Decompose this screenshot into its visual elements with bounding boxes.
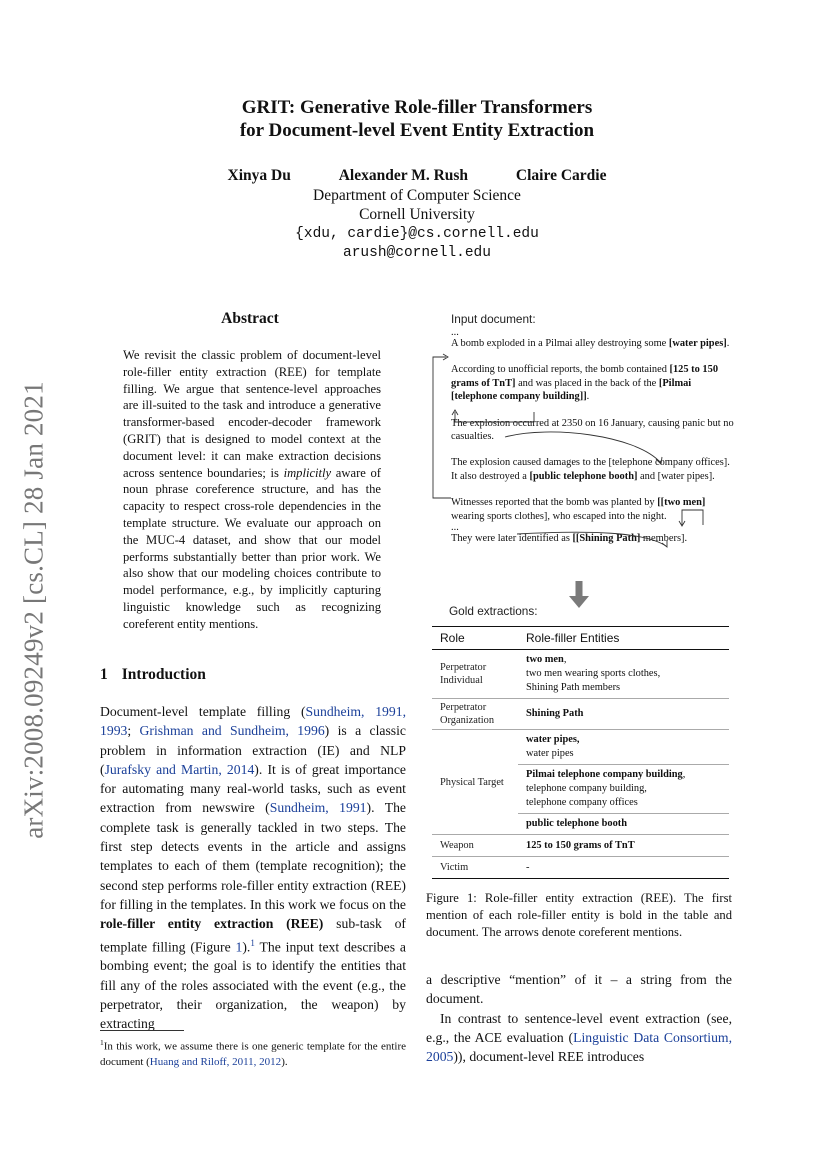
figure-ref-link[interactable]: 1	[235, 939, 243, 955]
section-title: Introduction	[121, 666, 206, 683]
table-row	[432, 699, 729, 730]
paragraph: a descriptive “mention” of it – a string from the document.	[426, 972, 732, 1007]
coref-arrow-telephone	[505, 432, 660, 462]
figure-caption: Figure 1: Role-filler entity extraction (REE). The first mention of each role-filler entity is bold in the table and document. The arrows denote coreferent mentions.	[426, 891, 732, 939]
abstract-emphasis: implicitly	[283, 465, 332, 480]
footnote-rule	[100, 1030, 184, 1031]
column-header-role: Role	[432, 627, 518, 650]
ellipsis: ...	[451, 522, 459, 534]
coref-arrow-head	[662, 541, 667, 547]
abstract-text-2: aware of noun phrase coreference structure, and has the capacity to respect cross-role dependencies in the template structure. We evaluate our approach on the MUC-4 dataset, and show that our model performs substantially better than prior work. We also show that our modeling choices contribute to model performance, e.g., by implicitly capturing linguistic knowledge such as recognizing coreferent entity mentions.	[123, 465, 381, 631]
doc-sentence: According to unofficial reports, the bomb contained [125 to 150 grams of TnT] and was placed in the back of the [Pilmai [telephone company building]].	[451, 364, 719, 403]
coreference-arrows	[420, 320, 740, 620]
intro-text-run: ) is a classic problem in information extraction (IE) and NLP (	[100, 723, 406, 777]
citation-link[interactable]: Huang and Riloff, 2011, 2012	[149, 1055, 282, 1068]
down-arrow-icon	[569, 581, 589, 609]
intro-bold-term: role-filler entity extraction (REE)	[100, 916, 324, 932]
intro-text-run: ;	[127, 723, 140, 739]
author-name: Alexander M. Rush	[338, 167, 469, 184]
table-row	[432, 730, 729, 765]
intro-text-run: ). It is of great importance for automating many real-world tasks, such as event extraction from newswire (	[100, 761, 406, 816]
paragraph: In contrast to sentence-level event extraction (see, e.g., the ACE evaluation (Linguistic Data Consortium, 2005)), document-level REE introduces	[426, 1010, 732, 1065]
role-cell: Weapon	[432, 835, 518, 857]
entities-cell: Shining Path	[518, 699, 729, 730]
gold-extractions-label: Gold extractions:	[449, 604, 538, 618]
citation-link[interactable]: Jurafsky and Martin, 2014	[104, 761, 255, 777]
section-heading-introduction	[100, 666, 206, 684]
entities-cell: public telephone booth	[518, 814, 729, 835]
title-line-2: for Document-level Event Entity Extraction	[239, 120, 595, 141]
doc-sentence: The explosion caused damages to the [telephone company offices]. It also destroyed a [public telephone booth] and [water pipes].	[451, 457, 730, 482]
arxiv-id-label: arXiv:2008.09249v2 [cs.CL] 28 Jan 2021	[18, 381, 49, 839]
ellipsis: ...	[451, 327, 459, 338]
coref-arrow-water-pipes	[433, 357, 451, 498]
footnote-marker-link[interactable]: 1	[250, 937, 255, 948]
doc-sentence: The explosion occurred at 2350 on 16 January, causing panic but no casualties.	[451, 417, 734, 443]
author-university: Cornell University	[359, 206, 475, 223]
abstract-text-1: We revisit the classic problem of document-level role-filler entity extraction (REE) for template filling. We argue that sentence-level approaches are ill-suited to the task and introduce a generative transformer-based encoder-decoder framework (GRIT) that is designed to model context at the document level: it can make extraction decisions across sentence boundaries; is	[123, 348, 381, 480]
table-row	[432, 835, 729, 857]
role-cell: Perpetrator Organization	[432, 699, 518, 730]
intro-text-run: ).	[242, 939, 251, 955]
intro-text-run: The input text describes a bombing event; the goal is to identify the entities that fill any of the roles associated with the event (e.g., the perpetrator, their organization, the weapon) by extracting	[100, 939, 406, 1032]
footnote-mark: 1	[100, 1038, 104, 1047]
role-cell: Victim	[432, 857, 518, 879]
right-column-text	[426, 970, 732, 1066]
arxiv-sidebar-stamp	[14, 360, 54, 860]
doc-sentence: A bomb exploded in a Pilmai alley destroying some [water pipes].	[451, 338, 730, 349]
table-row	[432, 857, 729, 879]
introduction-paragraph	[100, 702, 406, 1034]
entities-cell: two men, two men wearing sports clothes, Shining Path members	[526, 654, 661, 693]
title-line-1: GRIT: Generative Role-filler Transformers	[241, 97, 593, 118]
footnote-text: In this work, we assume there is one generic template for the entire document (	[100, 1040, 406, 1068]
entities-cell: -	[518, 857, 729, 879]
input-document-label: Input document:	[451, 312, 536, 326]
column-header-entities: Role-filler Entities	[518, 627, 729, 650]
author-names	[100, 166, 734, 186]
role-cell: Perpetrator Individual	[440, 662, 487, 686]
entities-cell: Pilmai telephone company building, telephone company building, telephone company offices	[518, 765, 729, 814]
author-email-2[interactable]: arush@cornell.edu	[343, 245, 491, 261]
paper-title	[100, 96, 734, 142]
abstract-heading: Abstract	[221, 310, 279, 327]
citation-link[interactable]: Grishman and Sundheim, 1996	[139, 723, 325, 739]
gold-extractions-table	[432, 626, 729, 879]
abstract-body	[123, 347, 381, 633]
section-number: 1	[100, 666, 108, 683]
table-header-row	[432, 627, 729, 650]
footnote	[100, 1035, 406, 1070]
author-block	[100, 166, 734, 264]
intro-text-run: ). The complete task is generally tackled in two steps. The first step detects events in the article and assigns templates to each of them (template recognition); the second step performs role-filler entity extraction (REE) for filling in the templates. In this work we focus on the	[100, 800, 407, 912]
entities-cell: water pipes, water pipes	[518, 730, 729, 765]
coref-arrow-two-men	[682, 510, 703, 525]
footnote-text: ).	[281, 1055, 288, 1068]
author-name: Xinya Du	[227, 167, 291, 184]
author-department: Department of Computer Science	[313, 186, 521, 204]
doc-sentence: They were later identified as [[Shining Path] members].	[451, 533, 688, 545]
doc-sentence: Witnesses reported that the bomb was planted by [[two men] wearing sports clothes], who escaped into the night.	[451, 497, 706, 522]
intro-text-run: Document-level template filling (	[100, 704, 306, 719]
table-row	[432, 650, 729, 699]
author-email-1[interactable]: {xdu, cardie}@cs.cornell.edu	[295, 225, 539, 242]
role-cell: Physical Target	[432, 730, 518, 835]
coref-arrow-building	[455, 412, 534, 422]
citation-link[interactable]: Sundheim, 1991	[269, 800, 367, 816]
entities-cell: 125 to 150 grams of TnT	[518, 835, 729, 857]
coref-arrow-who	[517, 532, 666, 546]
author-name: Claire Cardie	[515, 167, 607, 184]
citation-link[interactable]: Linguistic Data Consortium, 2005	[426, 1029, 732, 1065]
citation-link[interactable]: Sundheim, 1991, 1993	[100, 704, 406, 739]
intro-text-run: sub-task of template filling (Figure	[100, 916, 406, 955]
